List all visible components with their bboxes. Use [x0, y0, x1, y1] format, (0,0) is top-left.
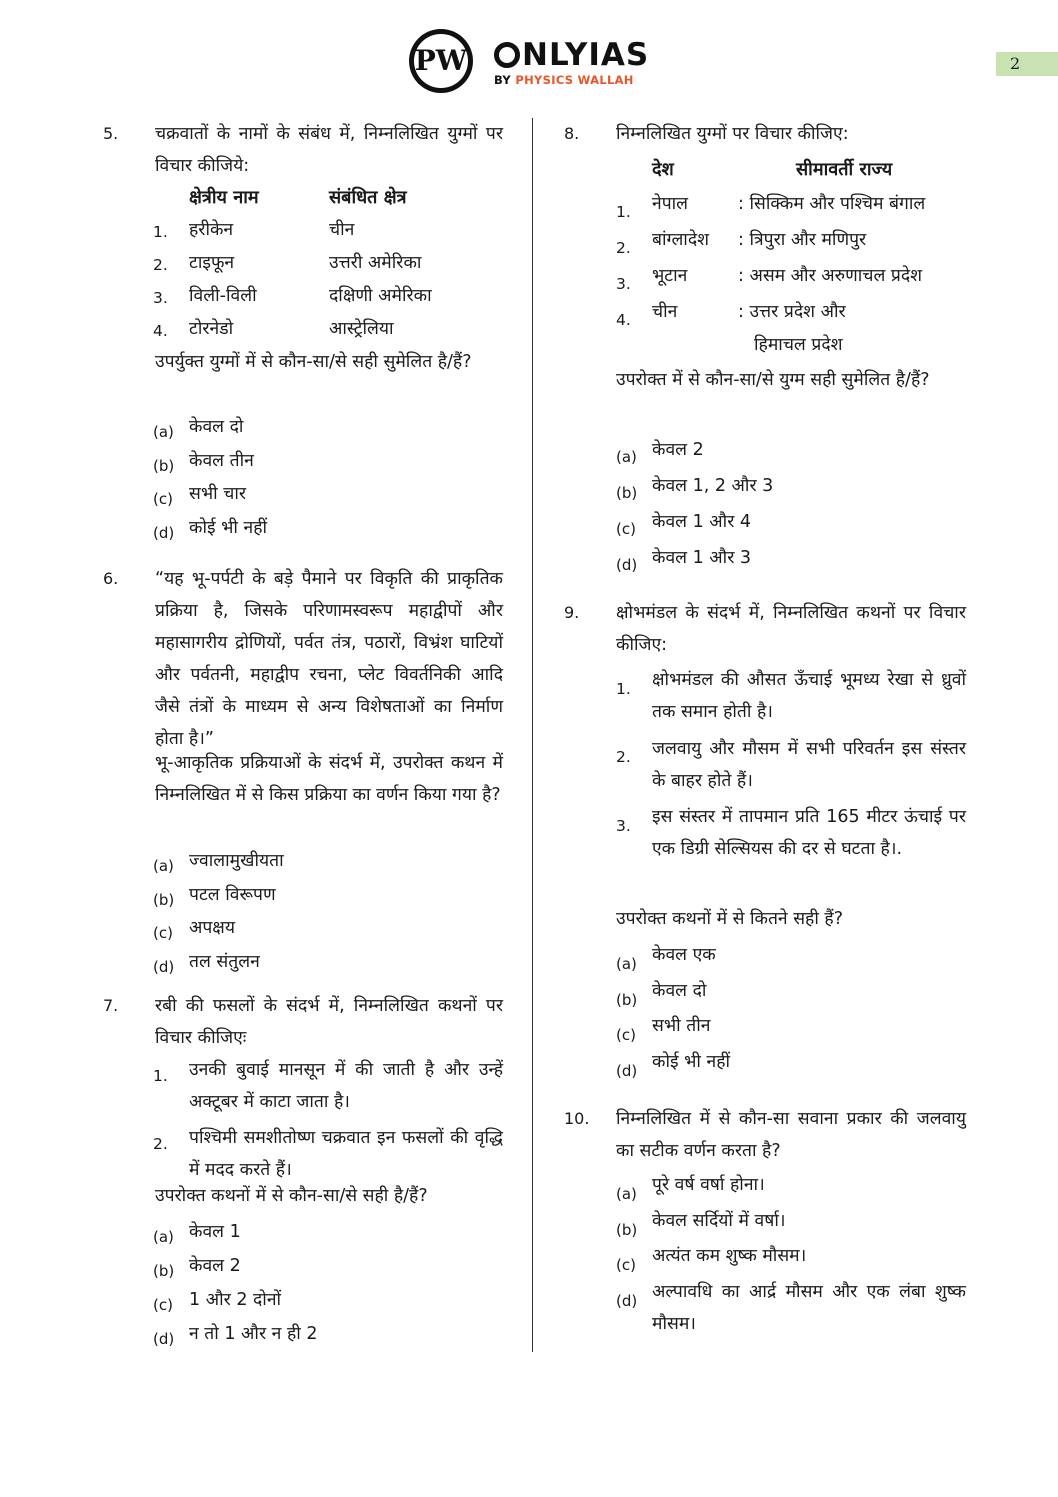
question-number: 8.	[564, 124, 580, 143]
question-text: रबी की फसलों के संदर्भ में, निम्नलिखित कथनों पर विचार कीजिएः	[155, 996, 503, 1048]
statement-text: क्षोभमंडल की औसत ऊँचाई भूमध्य रेखा से ध्रुवों तक समान होती है।	[652, 670, 966, 722]
question-prompt: उपरोक्त कथनों में से कौन-सा/से सही है/हैं?	[155, 1186, 428, 1206]
option-label: (d)	[616, 1062, 638, 1080]
option-text: केवल 2	[189, 1256, 241, 1276]
option-label: (c)	[616, 1256, 636, 1274]
option-label: (a)	[616, 955, 637, 973]
option-label: (b)	[616, 991, 638, 1009]
pw-logo-icon	[408, 28, 474, 94]
option-label: (b)	[153, 891, 175, 909]
table-header-col2: संबंधित क्षेत्र	[329, 187, 407, 208]
option-text: केवल दो	[652, 981, 707, 1001]
question-prompt: उपर्युक्त युग्मों में से कौन-सा/से सही सुमेलित है/हैं?	[155, 352, 472, 372]
row-states: : असम और अरुणाचल प्रदेश	[738, 266, 923, 286]
option-label: (c)	[153, 490, 173, 508]
question-9	[564, 597, 974, 1087]
option-label: (d)	[153, 958, 175, 976]
question-text: निम्नलिखित युग्मों पर विचार कीजिए:	[616, 124, 849, 144]
row-number: 3.	[616, 275, 631, 293]
option-label: (d)	[616, 556, 638, 574]
option-text: अल्पावधि का आर्द्र मौसम और एक लंबा शुष्क मौसम।	[652, 1282, 966, 1334]
row-number: 1.	[153, 223, 168, 241]
page-number-badge: 2	[996, 52, 1058, 76]
question-5	[103, 118, 503, 548]
row-name: टाइफून	[189, 253, 235, 273]
table-header-col1: देश	[652, 159, 674, 180]
option-text: कोई भी नहीं	[189, 518, 268, 538]
row-number: 4.	[616, 311, 631, 329]
option-label: (c)	[616, 520, 636, 538]
option-text: पटल विरूपण	[189, 885, 276, 905]
option-label: (c)	[616, 1026, 636, 1044]
row-states: : सिक्किम और पश्चिम बंगाल	[738, 194, 926, 214]
svg-text:PW: PW	[414, 44, 468, 77]
option-label: (d)	[153, 1330, 175, 1348]
row-name: विली-विली	[189, 286, 257, 306]
table-header-col1: क्षेत्रीय नाम	[189, 187, 259, 208]
question-prompt: उपरोक्त में से कौन-सा/से युग्म सही सुमेलित है/हैं?	[616, 370, 930, 390]
option-text: सभी चार	[189, 484, 247, 504]
row-region: दक्षिणी अमेरिका	[329, 286, 432, 306]
option-text: सभी तीन	[652, 1016, 711, 1036]
option-label: (c)	[153, 924, 173, 942]
option-text: केवल 1, 2 और 3	[652, 476, 774, 496]
question-number: 10.	[564, 1109, 590, 1128]
option-text: केवल दो	[189, 417, 244, 437]
option-label: (a)	[616, 448, 637, 466]
row-number: 2.	[616, 239, 631, 257]
brand-subtitle: BY PHYSICS WALLAH	[494, 73, 634, 87]
question-number: 5.	[103, 124, 119, 143]
row-number: 3.	[153, 289, 168, 307]
question-6	[103, 563, 503, 983]
row-region: आस्ट्रेलिया	[329, 319, 394, 339]
option-label: (b)	[153, 457, 175, 475]
row-name: हरीकेन	[189, 220, 234, 240]
question-7	[103, 990, 503, 1350]
option-text: केवल सर्दियों में वर्षा।	[652, 1211, 786, 1231]
option-text: केवल 1 और 3	[652, 548, 752, 568]
question-text: निम्नलिखित में से कौन-सा सवाना प्रकार की जलवायु का सटीक वर्णन करता है?	[616, 1109, 966, 1161]
option-label: (a)	[153, 1228, 174, 1246]
question-text: “यह भू-पर्पटी के बड़े पैमाने पर विकृति की प्राकृतिक प्रक्रिया है, जिसके परिणामस्वरूप महाद्वीपों और महासागरीय द्रोणियों, पर्वत तंत्र, पठारों, विभ्रंश घाटियों और पर्वतनी, महाद्वीप रचना, प्लेट विवर्तनिकी आदि जैसे तंत्रों के माध्यम से अन्य विशेषताओं का निर्माण होता है।”	[155, 569, 503, 749]
question-number: 7.	[103, 996, 119, 1015]
option-text: केवल 1 और 4	[652, 512, 752, 532]
row-number: 1.	[616, 203, 631, 221]
statement-number: 2.	[153, 1135, 168, 1153]
option-text: न तो 1 और न ही 2	[189, 1324, 318, 1344]
option-label: (b)	[616, 484, 638, 502]
row-number: 2.	[153, 256, 168, 274]
option-label: (d)	[153, 524, 175, 542]
option-text: केवल एक	[652, 945, 716, 965]
option-text: ज्वालामुखीयता	[189, 851, 284, 871]
row-states: : उत्तर प्रदेश और	[738, 302, 846, 322]
question-text: क्षोभमंडल के संदर्भ में, निम्नलिखित कथनों पर विचार कीजिए:	[616, 603, 966, 655]
statement-text: जलवायु और मौसम में सभी परिवर्तन इस संस्तर के बाहर होते हैं।	[652, 739, 966, 791]
option-text: अपक्षय	[189, 918, 236, 938]
row-states: : त्रिपुरा और मणिपुर	[738, 230, 867, 250]
row-name: टोरनेडो	[189, 319, 234, 339]
row-region: चीन	[329, 220, 355, 240]
row-region: उत्तरी अमेरिका	[329, 253, 422, 273]
option-text: पूरे वर्ष वर्षा होना।	[652, 1175, 765, 1195]
option-text: 1 और 2 दोनों	[189, 1290, 282, 1310]
option-label: (a)	[153, 857, 174, 875]
statement-number: 2.	[616, 748, 631, 766]
question-8	[564, 118, 974, 578]
row-country: बांग्लादेश	[652, 230, 710, 250]
table-header-col2: सीमावर्ती राज्य	[796, 159, 893, 180]
option-text: केवल 2	[652, 440, 704, 460]
statement-text: पश्चिमी समशीतोष्ण चक्रवात इन फसलों की वृद्धि में मदद करते हैं।	[189, 1128, 503, 1180]
option-text: कोई भी नहीं	[652, 1052, 731, 1072]
option-label: (d)	[616, 1292, 638, 1310]
column-divider	[532, 118, 533, 1352]
question-prompt: भू-आकृतिक प्रक्रियाओं के संदर्भ में, उपरोक्त कथन में निम्नलिखित में से किस प्रक्रिया का वर्णन किया गया है?	[155, 753, 503, 805]
option-label: (b)	[153, 1262, 175, 1280]
option-text: अत्यंत कम शुष्क मौसम।	[652, 1246, 807, 1266]
option-text: तल संतुलन	[189, 952, 260, 972]
brand-wordmark	[494, 37, 650, 87]
row-number: 4.	[153, 322, 168, 340]
row-country: चीन	[652, 302, 678, 322]
brand-name: NLYIAS	[522, 37, 650, 73]
brand-o-icon	[494, 42, 520, 68]
option-label: (b)	[616, 1221, 638, 1239]
statement-number: 1.	[153, 1067, 168, 1085]
statement-text: इस संस्तर में तापमान प्रति 165 मीटर ऊंचाई पर एक डिग्री सेल्सियस की दर से घटता है।.	[652, 807, 966, 859]
option-label: (c)	[153, 1296, 173, 1314]
question-number: 9.	[564, 603, 580, 622]
row-country: भूटान	[652, 266, 688, 286]
question-10	[564, 1103, 974, 1363]
option-text: केवल 1	[189, 1222, 241, 1242]
statement-text: उनकी बुवाई मानसून में की जाती है और उन्हें अक्टूबर में काटा जाता है।	[189, 1060, 503, 1112]
row-states-continued: हिमाचल प्रदेश	[754, 335, 843, 355]
option-text: केवल तीन	[189, 451, 254, 471]
page-header	[408, 28, 668, 94]
question-number: 6.	[103, 569, 119, 588]
question-text: चक्रवातों के नामों के संबंध में, निम्नलिखित युग्मों पर विचार कीजिये:	[155, 124, 503, 176]
option-label: (a)	[616, 1185, 637, 1203]
statement-number: 3.	[616, 817, 631, 835]
option-label: (a)	[153, 423, 174, 441]
row-country: नेपाल	[652, 194, 689, 214]
question-prompt: उपरोक्त कथनों में से कितने सही हैं?	[616, 909, 844, 929]
statement-number: 1.	[616, 680, 631, 698]
